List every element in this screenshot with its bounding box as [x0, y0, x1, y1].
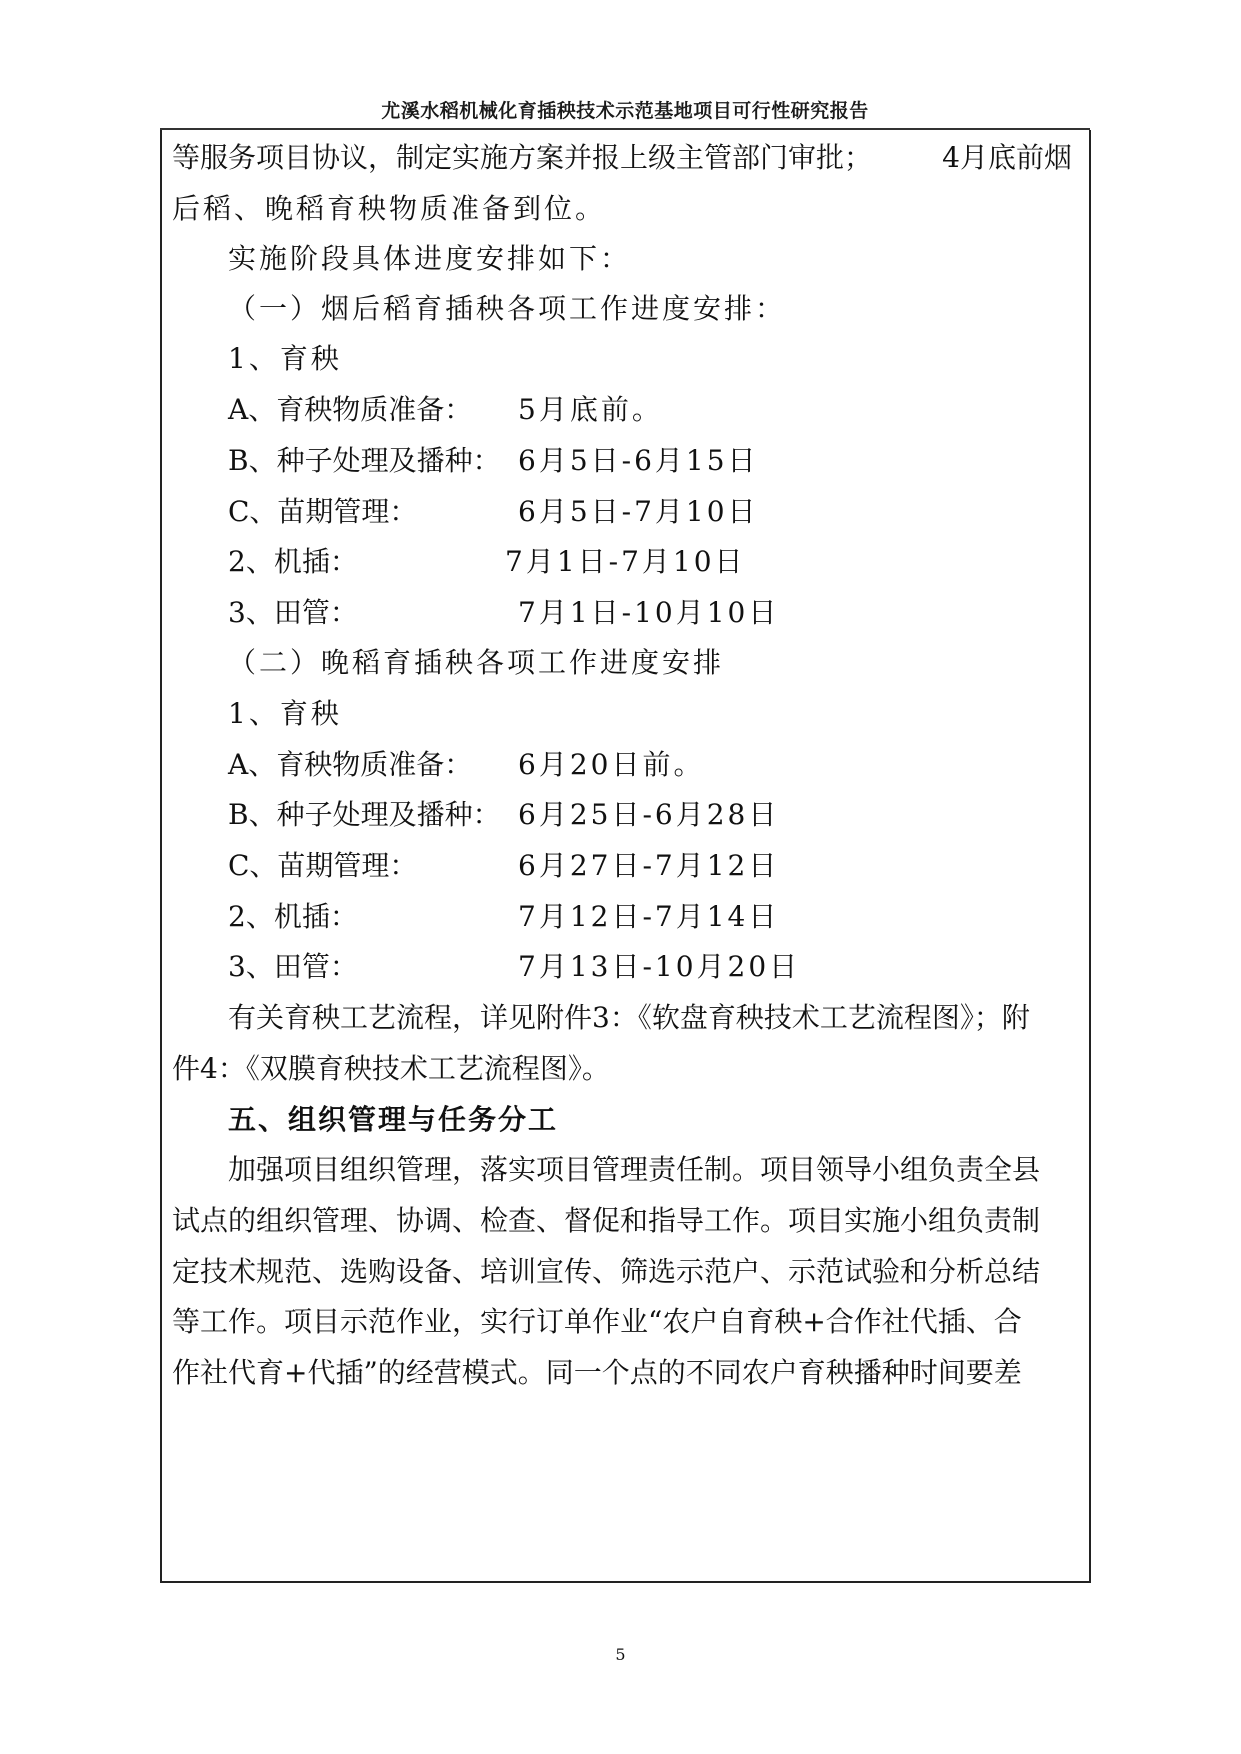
section1-title: （一）烟后稻育插秧各项工作进度安排： [228, 292, 787, 325]
intro-line-1-part-1: 等服务项目协议，制定实施方案并报上级主管部门审批； [172, 141, 873, 174]
s2-row1-label: A、育秧物质准备： [228, 748, 473, 781]
section2-title: （二）晚稻育插秧各项工作进度安排 [228, 646, 725, 679]
s2-row5-label: 3、田管： [228, 950, 358, 983]
s2-row4-date: 7月12日-7月14日 [518, 900, 780, 933]
section1-item1: 1、育秧 [228, 342, 342, 375]
paragraph-line-2: 试点的组织管理、协调、检查、督促和指导工作。项目实施小组负责制 [172, 1204, 1041, 1237]
s1-row2-date: 6月5日-6月15日 [518, 444, 759, 477]
section5-heading: 五、组织管理与任务分工 [228, 1103, 559, 1136]
s2-row2-date: 6月25日-6月28日 [518, 798, 780, 831]
s1-row1-date: 5月底前。 [518, 393, 663, 426]
s1-row3-label: C、苗期管理： [228, 495, 418, 528]
s1-row5-date: 7月1日-10月10日 [518, 596, 780, 629]
running-header: 尤溪水稻机械化育插秧技术示范基地项目可行性研究报告 [381, 100, 869, 122]
schedule-intro: 实施阶段具体进度安排如下： [228, 242, 632, 275]
intro-line-1-part-2: 4月底前烟 [942, 141, 1072, 174]
s2-row1-date: 6月20日前。 [518, 748, 705, 781]
paragraph-line-1: 加强项目组织管理，落实项目管理责任制。项目领导小组负责全县 [228, 1153, 1041, 1186]
section2-item1: 1、育秧 [228, 697, 342, 730]
s2-row3-date: 6月27日-7月12日 [518, 849, 780, 882]
s2-row4-label: 2、机插： [228, 900, 358, 933]
s1-row1-label: A、育秧物质准备： [228, 393, 473, 426]
intro-line-1 [172, 143, 1072, 173]
s2-row2-label: B、种子处理及播种： [228, 798, 501, 831]
flow-ref-line-2: 件4：《双膜育秧技术工艺流程图》。 [172, 1052, 610, 1085]
s2-row3-label: C、苗期管理： [228, 849, 418, 882]
flow-ref-line-1: 有关育秧工艺流程，详见附件3：《软盘育秧技术工艺流程图》；附 [228, 1001, 1030, 1034]
page-number: 5 [615, 1645, 626, 1664]
intro-line-2: 后稻、晚稻育秧物质准备到位。 [172, 192, 607, 225]
s1-row2-label: B、种子处理及播种： [228, 444, 501, 477]
paragraph-line-3: 定技术规范、选购设备、培训宣传、筛选示范户、示范试验和分析总结 [172, 1255, 1041, 1288]
s1-row5-label: 3、田管： [228, 596, 358, 629]
paragraph-line-4: 等工作。项目示范作业，实行订单作业“农户自育秧+合作社代插、合 [172, 1305, 1022, 1338]
s1-row4-date: 7月1日-7月10日 [505, 545, 746, 578]
paragraph-line-5: 作社代育+代插”的经营模式。同一个点的不同农户育秧播种时间要差 [172, 1356, 1022, 1389]
s2-row5-date: 7月13日-10月20日 [518, 950, 801, 983]
s1-row4-label: 2、机插： [228, 545, 358, 578]
s1-row3-date: 6月5日-7月10日 [518, 495, 759, 528]
